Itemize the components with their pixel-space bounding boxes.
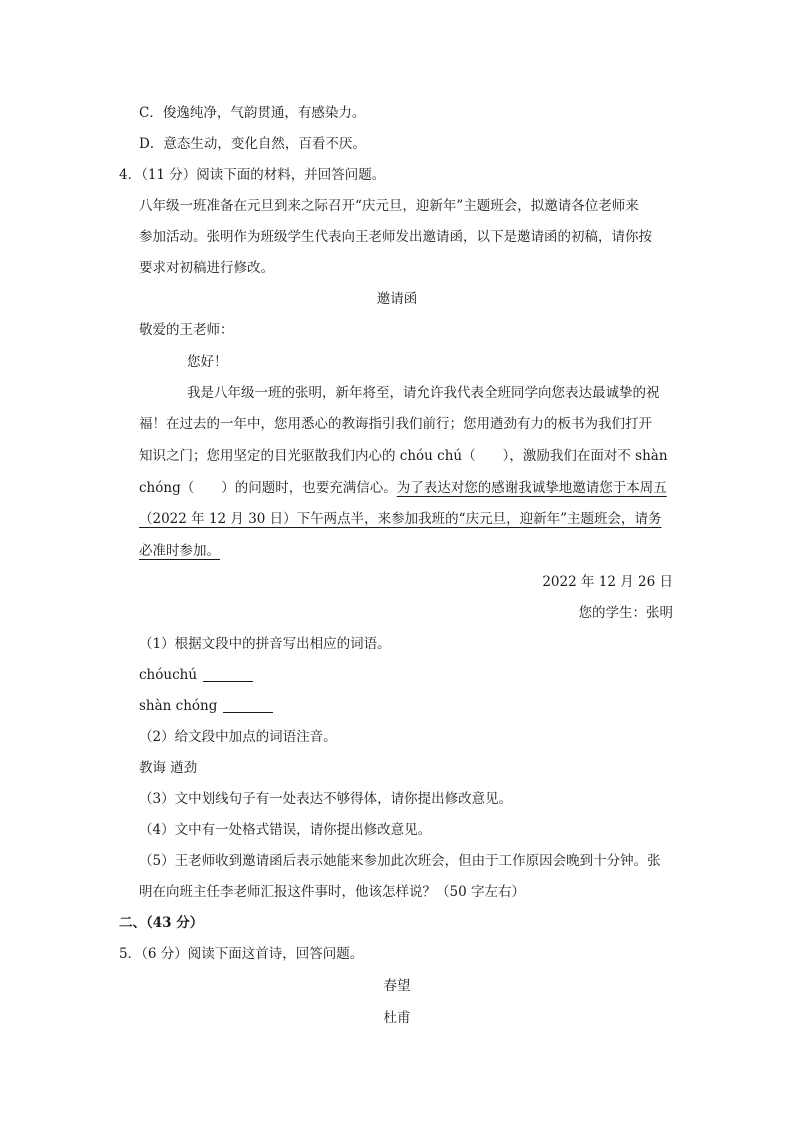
option-d: D．意态生动，变化自然，百看不厌。 [139, 136, 366, 152]
option-c: C．俊逸纯净，气韵贯通，有感染力。 [139, 105, 366, 121]
sub-question-5-line-1: （5）王老师收到邀请函后表示她能来参加此次班会，但由于工作原因会晚到十分钟。张 [139, 853, 661, 869]
answer-blank-1[interactable] [203, 667, 253, 682]
sub-question-2: （2）给文段中加点的词语注音。 [139, 729, 337, 745]
sub-question-1: （1）根据文段中的拼音写出相应的词语。 [139, 636, 391, 652]
letter-body-line-2: 福！在过去的一年中，您用悉心的教诲指引我们前行；您用遒劲有力的板书为我们打开 [139, 416, 652, 432]
sub-question-5-line-2: 明在向班主任李老师汇报这件事时，他该怎样说？（50 字左右） [139, 884, 525, 900]
underlined-sentence-part-2: （2022 年 12 月 30 日）下午两点半，来参加我班的“庆元旦，迎新年”主题班会，请务 [139, 511, 662, 527]
dotted-words [139, 758, 197, 778]
pinyin-answer-2 [139, 696, 273, 716]
pinyin-answer-1 [139, 665, 253, 685]
letter-body-line-1: 我是八年级一班的张明，新年将至，请允许我代表全班同学向您表达最诚挚的祝 [187, 385, 660, 401]
underlined-sentence-part-1: 为了表达对您的感谢我诚挚地邀请您于本周五 [396, 480, 667, 496]
dotted-word-2: 遒劲 [170, 760, 198, 776]
q4-intro-line-3: 要求对初稿进行修改。 [139, 260, 274, 276]
question-5-heading: 5．（6 分）阅读下面这首诗，回答问题。 [119, 946, 364, 962]
section-2-heading: 二、（43 分） [119, 915, 204, 931]
letter-salutation: 敬爱的王老师： [139, 322, 234, 338]
letter-body-line-3: 知识之门；您用坚定的目光驱散我们内心的 chóu chú（ ），激励我们在面对不 shàn [139, 448, 668, 464]
pinyin-2-label: shàn chóng [139, 698, 218, 714]
letter-title: 邀请函 [376, 291, 418, 307]
question-4-heading: 4．（11 分）阅读下面的材料，并回答问题。 [119, 167, 386, 183]
q4-intro-line-2: 参加活动。张明作为班级学生代表向王老师发出邀请函，以下是邀请函的初稿，请你按 [139, 229, 652, 245]
sub-question-3: （3）文中划线句子有一处表达不够得体，请你提出修改意见。 [139, 791, 513, 807]
underlined-sentence-part-3: 必准时参加。 [139, 543, 220, 559]
answer-blank-2[interactable] [223, 698, 273, 713]
letter-body-line-4 [139, 478, 667, 498]
poem-author: 杜甫 [383, 1010, 411, 1026]
letter-greeting: 您好！ [187, 354, 228, 370]
dotted-word-1: 教诲 [139, 760, 166, 776]
pinyin-1-label: chóuchú [139, 667, 198, 683]
q4-intro-line-1: 八年级一班准备在元旦到来之际召开“庆元旦，迎新年”主题班会，拟邀请各位老师来 [139, 198, 639, 214]
letter-signature: 您的学生：张明 [578, 605, 673, 621]
sub-question-4: （4）文中有一处格式错误，请你提出修改意见。 [139, 822, 432, 838]
poem-title: 春望 [383, 978, 411, 994]
letter-date: 2022 年 12 月 26 日 [542, 574, 673, 590]
letter-body-line-4-plain: chóng（ ）的问题时，也要充满信心。 [139, 480, 397, 496]
